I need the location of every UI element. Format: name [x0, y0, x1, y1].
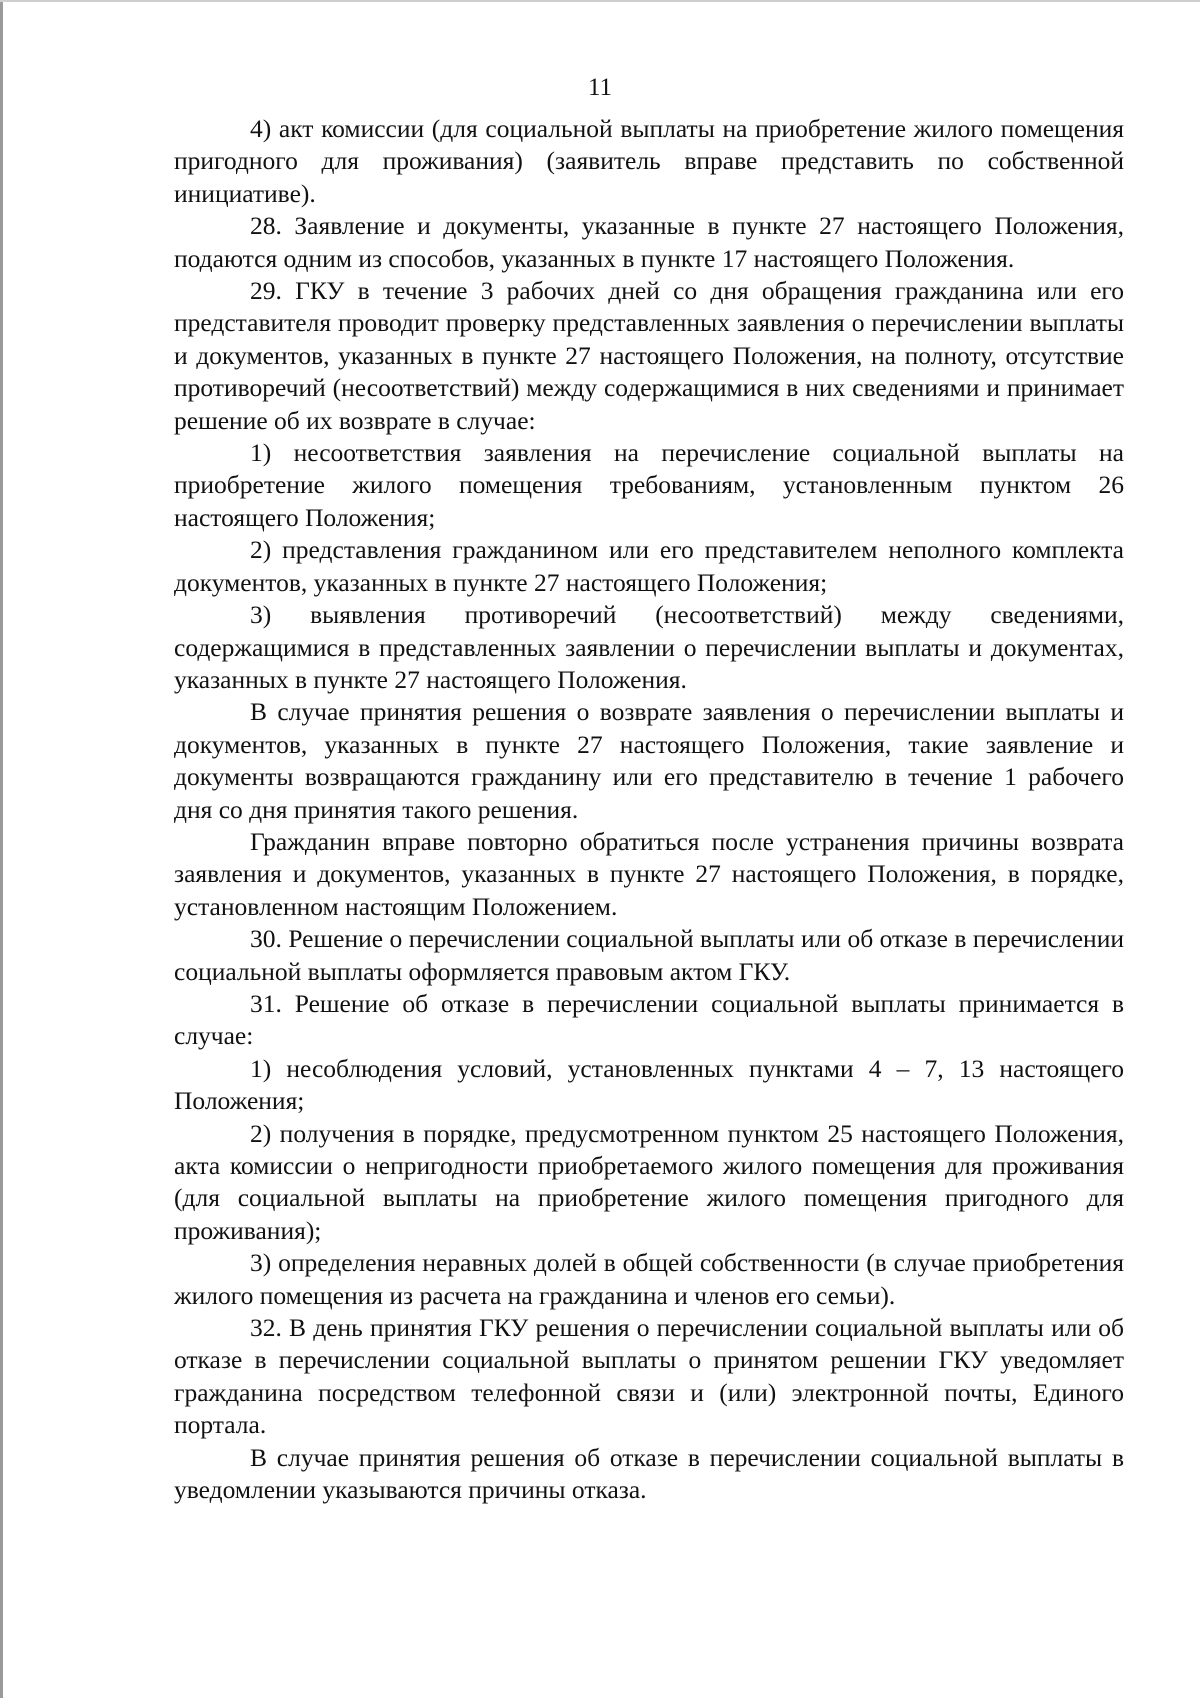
page-number: 11	[587, 74, 613, 101]
paragraph-31: 31. Решение об отказе в перечислении социальной выплаты принимается в случае:	[174, 988, 1124, 1051]
paragraph-refusal-notice: В случае принятия решения об отказе в перечислении социальной выплаты в уведомлении указываются причины отказа.	[174, 1442, 1124, 1505]
paragraph-29-item-2: 2) представления гражданином или его представителем неполного комплекта документов, указанных в пункте 27 настоящего Положения;	[174, 535, 1124, 597]
paragraph-return-decision: В случае принятия решения о возврате заявления о перечислении выплаты и документов, указанных в пункте 27 настоящего Положения, такие заявление и документы возвращаются гражданину или его представителю в течение 1 рабочего дня со дня принятия такого решения.	[174, 697, 1124, 824]
scan-edge-left	[0, 0, 3, 1698]
paragraph-29-item-1: 1) несоответствия заявления на перечисление социальной выплаты на приобретение жилого помещения требованиям, установленным пунктом 26 настоящего Положения;	[174, 438, 1124, 532]
paragraph-31-item-1: 1) несоблюдения условий, установленных пунктами 4 – 7, 13 настоящего Положения;	[174, 1053, 1124, 1116]
scan-edge-top	[0, 0, 1200, 2]
paragraph-repeat-application: Гражданин вправе повторно обратиться после устранения причины возврата заявления и документов, указанных в пункте 27 настоящего Положения, в порядке, установленном настоящим Положением.	[174, 826, 1124, 921]
document-body	[174, 113, 1124, 1506]
paragraph-item-4-commission-act: 4) акт комиссии (для социальной выплаты на приобретение жилого помещения пригодного для проживания) (заявитель вправе представить по собственной инициативе).	[174, 114, 1124, 208]
paragraph-31-item-2: 2) получения в порядке, предусмотренном пунктом 25 настоящего Положения, акта комиссии о непригодности приобретаемого жилого помещения для проживания (для социальной выплаты на приобретение жилого помещения пригодного для проживания);	[174, 1118, 1124, 1245]
paragraph-29-item-3: 3) выявления противоречий (несоответствий) между сведениями, содержащимися в представленных заявлении о перечислении выплаты и документах, указанных в пункте 27 настоящего Положения.	[174, 600, 1124, 694]
paragraph-32: 32. В день принятия ГКУ решения о перечислении социальной выплаты или об отказе в перечислении социальной выплаты о принятом решении ГКУ уведомляет гражданина посредством телефонной связи и (или) электронной почты, Единого портала.	[174, 1313, 1124, 1440]
paragraph-30: 30. Решение о перечислении социальной выплаты или об отказе в перечислении социальной выплаты оформляется правовым актом ГКУ.	[174, 924, 1124, 986]
paragraph-29: 29. ГКУ в течение 3 рабочих дней со дня обращения гражданина или его представителя проводит проверку представленных заявления о перечислении выплаты и документов, указанных в пункте 27 настоящего Положения, на полноту, отсутствие противоречий (несоответствий) между содержащимися в них сведениями и принимает решение об их возврате в случае:	[174, 276, 1124, 435]
paragraph-31-item-3: 3) определения неравных долей в общей собственности (в случае приобретения жилого помещения из расчета на гражданина и членов его семьи).	[174, 1248, 1124, 1310]
paragraph-28: 28. Заявление и документы, указанные в пункте 27 настоящего Положения, подаются одним из способов, указанных в пункте 17 настоящего Положения.	[174, 211, 1124, 273]
